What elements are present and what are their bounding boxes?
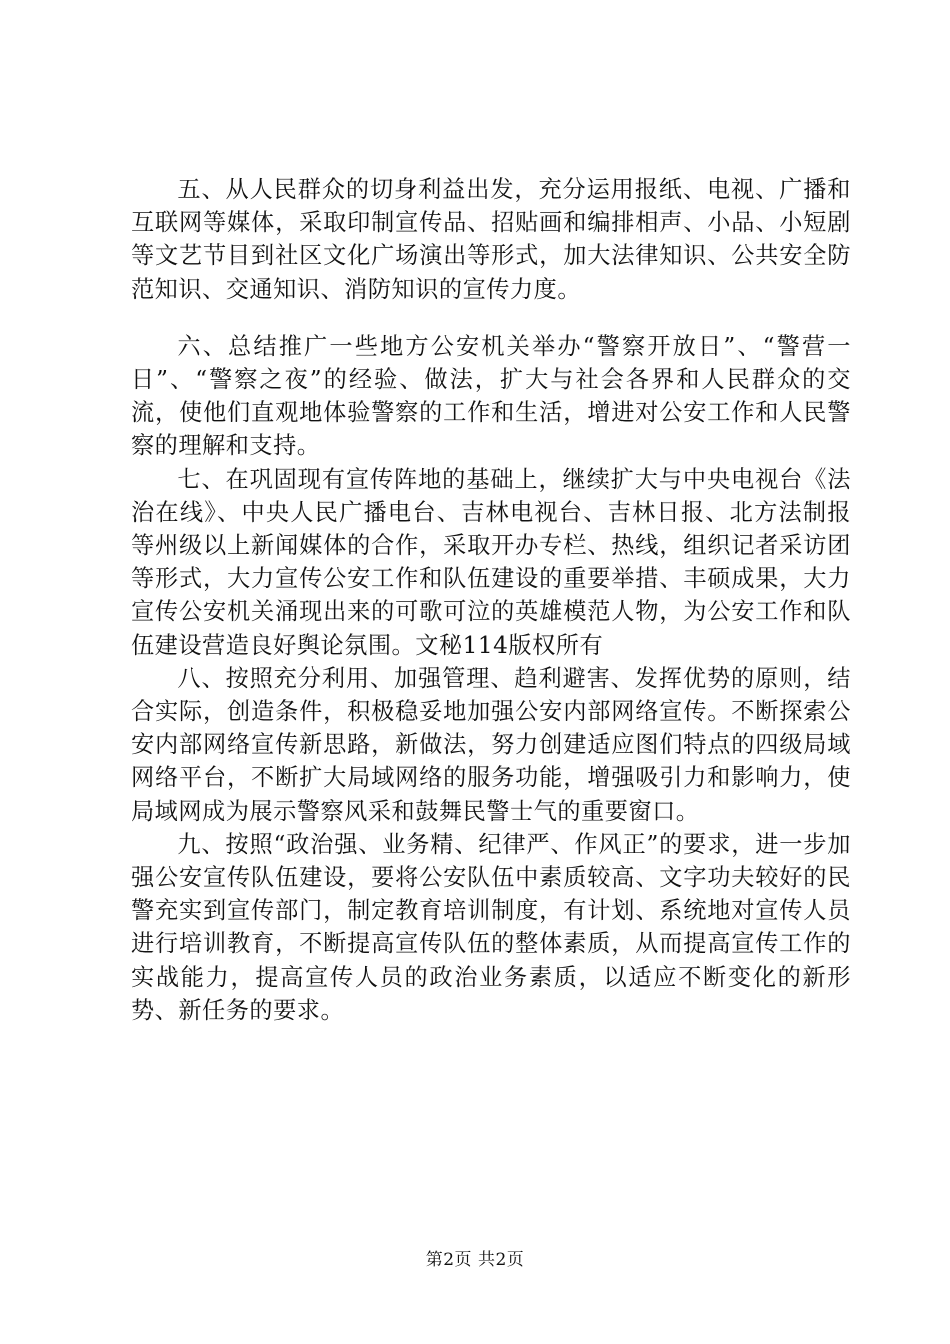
paragraph-7: 七、在巩固现有宣传阵地的基础上，继续扩大与中央电视台《法治在线》、中央人民广播电台、吉林电视台、吉林日报、北方法制报等州级以上新闻媒体的合作，采取开办专栏、热线，组织记者采访团等形式，大力宣传公安工作和队伍建设的重要举措、丰硕成果，大力宣传公安机关涌现出来的可歌可泣的英雄模范人物，为公安工作和队伍建设营造良好舆论氛围。文秘114版权所有 xyxy=(131,465,851,659)
paragraph-5: 五、从人民群众的切身利益出发，充分运用报纸、电视、广播和互联网等媒体，采取印制宣传品、招贴画和编排相声、小品、小短剧等文艺节目到社区文化广场演出等形式，加大法律知识、公共安全防范知识、交通知识、消防知识的宣传力度。 xyxy=(131,176,851,303)
document-body xyxy=(131,173,851,1027)
paragraph-9: 九、按照“政治强、业务精、纪律严、作风正”的要求，进一步加强公安宣传队伍建设，要将公安队伍中素质较高、文字功夫较好的民警充实到宣传部门，制定教育培训制度，有计划、系统地对宣传人员进行培训教育，不断提高宣传队伍的整体素质，从而提高宣传工作的实战能力，提高宣传人员的政治业务素质，以适应不断变化的新形势、新任务的要求。 xyxy=(131,830,851,1024)
paragraph-6: 六、总结推广一些地方公安机关举办“警察开放日”、“警营一日”、“警察之夜”的经验、做法，扩大与社会各界和人民群众的交流，使他们直观地体验警察的工作和生活，增进对公安工作和人民警察的理解和支持。 xyxy=(131,332,851,460)
page-number-footer: 第2页 共2页 xyxy=(425,1250,525,1270)
paragraph-8: 八、按照充分利用、加强管理、趋利避害、发挥优势的原则，结合实际，创造条件，积极稳妥地加强公安内部网络宣传。不断探索公安内部网络宣传新思路，新做法，努力创建适应图们特点的四级局域网络平台，不断扩大局域网络的服务功能，增强吸引力和影响力，使局域网成为展示警察风采和鼓舞民警士气的重要窗口。 xyxy=(131,664,851,825)
